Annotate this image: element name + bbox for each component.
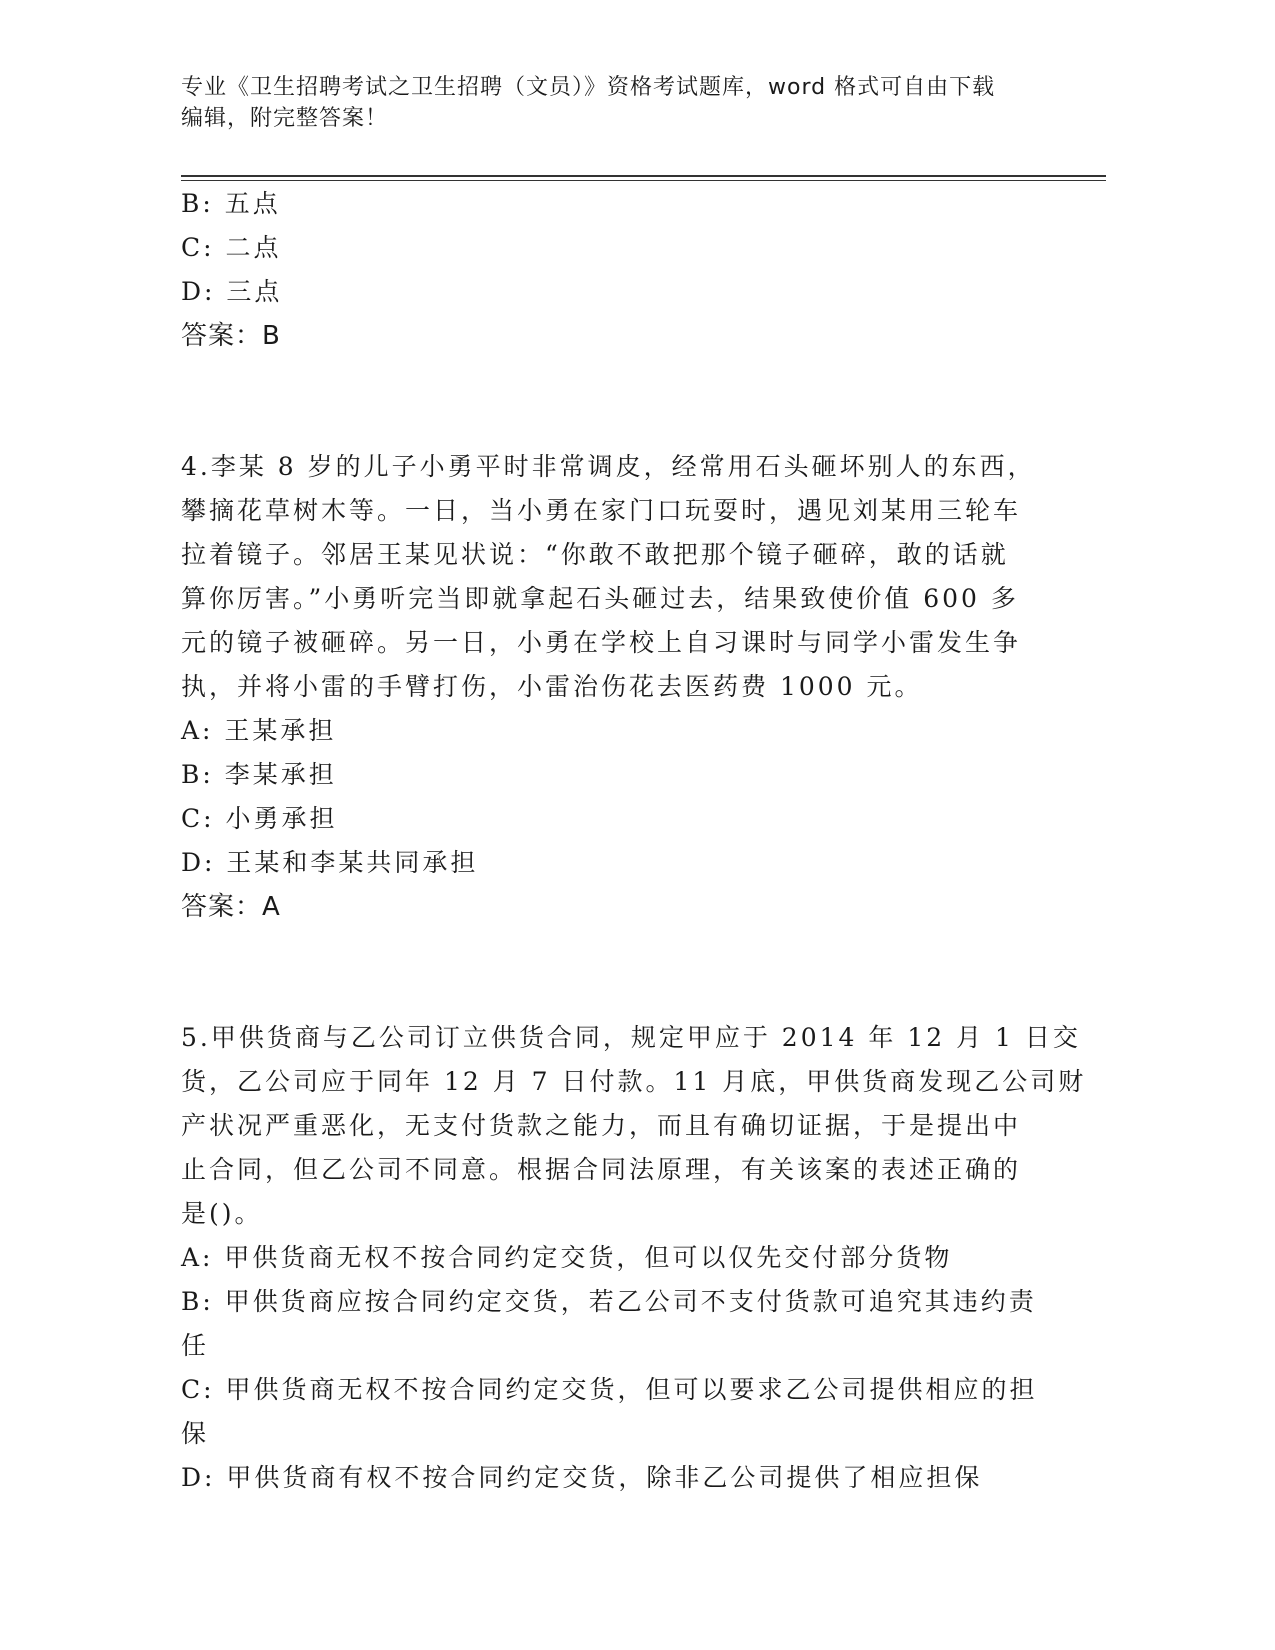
- option-b: B: 五点: [181, 189, 281, 218]
- stem-line: 止合同，但乙公司不同意。根据合同法原理，有关该案的表述正确的: [181, 1155, 1022, 1184]
- document-header: [181, 72, 1061, 134]
- stem-line: 元的镜子被砸碎。另一日，小勇在学校上自习课时与同学小雷发生争: [181, 628, 1022, 657]
- option-c: C: 二点: [181, 233, 282, 262]
- option-d: D: 三点: [181, 277, 283, 306]
- option-d: D: 甲供货商有权不按合同约定交货，除非乙公司提供了相应担保: [181, 1463, 983, 1492]
- stem-line: 5.甲供货商与乙公司订立供货合同，规定甲应于 2014 年 12 月 1 日交: [181, 1023, 1081, 1052]
- option-b: B: 甲供货商应按合同约定交货，若乙公司不支付货款可追究其违约责: [181, 1287, 1037, 1316]
- question-stem: [181, 445, 1061, 709]
- stem-line: 算你厉害。”小勇听完当即就拿起石头砸过去，结果致使价值 600 多: [181, 584, 1019, 613]
- question-5: [181, 1016, 1087, 1500]
- option-c: C: 小勇承担: [181, 804, 338, 833]
- stem-line: 货，乙公司应于同年 12 月 7 日付款。11 月底，甲供货商发现乙公司财: [181, 1067, 1087, 1096]
- stem-line: 拉着镜子。邻居王某见状说：“你敢不敢把那个镜子砸碎，敢的话就: [181, 540, 1009, 569]
- stem-line: 执，并将小雷的手臂打伤，小雷治伤花去医药费 1000 元。: [181, 672, 923, 701]
- option-c-continued: 保: [181, 1419, 210, 1448]
- stem-line: 4.李某 8 岁的儿子小勇平时非常调皮，经常用石头砸坏别人的东西，: [181, 452, 1036, 481]
- header-rule-thin: [181, 180, 1106, 181]
- option-d: D: 王某和李某共同承担: [181, 848, 479, 877]
- option-c: C: 甲供货商无权不按合同约定交货，但可以要求乙公司提供相应的担: [181, 1375, 1038, 1404]
- option-a: A: 甲供货商无权不按合同约定交货，但可以仅先交付部分货物: [181, 1243, 953, 1272]
- answer-line: 答案：B: [181, 321, 281, 351]
- question-gap: [181, 358, 1061, 445]
- answer-line: 答案：A: [181, 892, 281, 922]
- header-line-1: 专业《卫生招聘考试之卫生招聘（文员）》资格考试题库，word 格式可自由下载: [181, 75, 996, 100]
- stem-line: 产状况严重恶化，无支付货款之能力，而且有确切证据，于是提出中: [181, 1111, 1022, 1140]
- question-3: [181, 182, 1061, 358]
- question-gap: [181, 929, 1061, 1016]
- question-stem: [181, 1016, 1087, 1236]
- stem-line: 攀摘花草树木等。一日，当小勇在家门口玩耍时，遇见刘某用三轮车: [181, 496, 1022, 525]
- header-rule-thick: [181, 175, 1106, 177]
- header-line-2: 编辑，附完整答案！: [181, 106, 389, 131]
- option-b-continued: 任: [181, 1331, 210, 1360]
- stem-line: 是()。: [181, 1199, 263, 1228]
- option-a: A: 王某承担: [181, 716, 337, 745]
- question-4: [181, 445, 1061, 929]
- option-b: B: 李某承担: [181, 760, 337, 789]
- document-body: [181, 182, 1087, 1500]
